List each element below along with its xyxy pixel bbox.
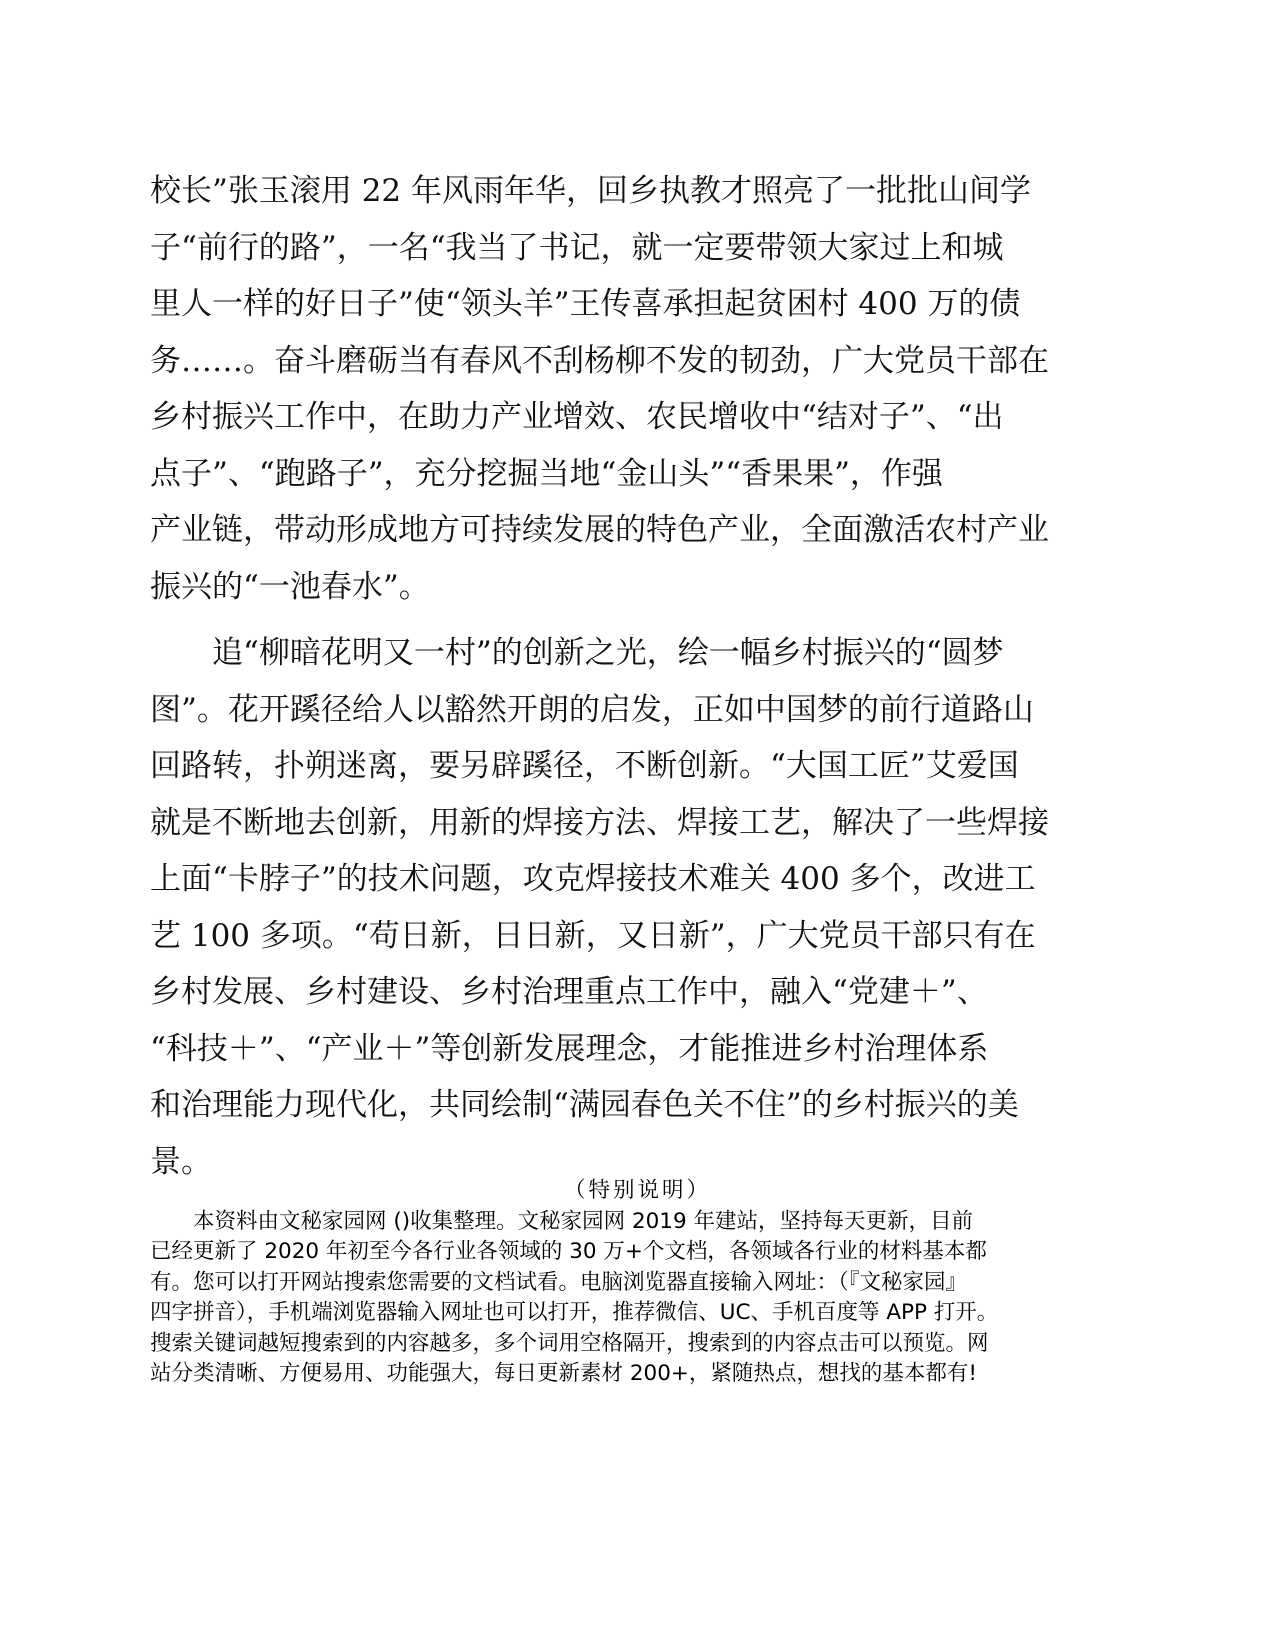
paragraph-line: 景。 [150, 1143, 212, 1180]
note-line: 已经更新了 2020 年初至今各行业各领域的 30 万+个文档，各领域各行业的材料基本都 [150, 1239, 987, 1264]
paragraph-line: 就是不断地去创新，用新的焊接方法、焊接工艺，解决了一些焊接 [150, 804, 1049, 841]
paragraph-line: 图”。花开蹊径给人以豁然开朗的启发，正如中国梦的前行道路山 [150, 691, 1034, 728]
note-line: 四字拼音），手机端浏览器输入网址也可以打开，推荐微信、UC、手机百度等 APP 打开。 [150, 1300, 999, 1325]
paragraph-line: 子“前行的路”，一名“我当了书记，就一定要带领大家过上和城 [150, 229, 1004, 266]
note-line: 本资料由文秘家园网 ()收集整理。文秘家园网 2019 年建站，坚持每天更新，目前 [150, 1208, 973, 1234]
note-line: 有。您可以打开网站搜索您需要的文档试看。电脑浏览器直接输入网址：（『文秘家园』 [150, 1269, 968, 1295]
paragraph-line: 里人一样的好日子”使“领头羊”王传喜承担起贫困村 400 万的债 [150, 286, 1021, 322]
paragraph-line: 点子”、“跑路子”，充分挖掘当地“金山头”“香果果”，作强 [150, 455, 943, 492]
paragraph-line: 和治理能力现代化，共同绘制“满园春色关不住”的乡村振兴的美 [150, 1087, 1019, 1123]
body-paragraph-2 [150, 625, 1125, 1190]
paragraph-line: 乡村振兴工作中，在助力产业增效、农民增收中“结对子”、“出 [150, 399, 1004, 435]
paragraph-line: 乡村发展、乡村建设、乡村治理重点工作中，融入“党建＋”、 [150, 974, 988, 1010]
paragraph-line: 产业链，带动形成地方可持续发展的特色产业，全面激活农村产业 [150, 512, 1049, 548]
paragraph-line: 校长”张玉滚用 22 年风雨年华，回乡执教才照亮了一批批山间学 [150, 173, 1031, 209]
paragraph-line: 追“柳暗花明又一村”的创新之光，绘一幅乡村振兴的“圆梦 [150, 635, 1004, 671]
paragraph-line: 振兴的“一池春水”。 [150, 568, 430, 605]
paragraph-line: 上面“卡脖子”的技术问题，攻克焊接技术难关 400 多个，改进工 [150, 861, 1036, 897]
special-note [150, 1176, 1125, 1390]
note-line: 站分类清晰、方便易用、功能强大，每日更新素材 200+，紧随热点，想找的基本都有! [150, 1361, 978, 1386]
paragraph-line: 务……。奋斗磨砺当有春风不刮杨柳不发的韧劲，广大党员干部在 [150, 342, 1049, 379]
note-title: （特别说明） [563, 1178, 711, 1203]
document-page [150, 0, 1125, 1650]
paragraph-line: “科技＋”、“产业＋”等创新发展理念，才能推进乡村治理体系 [150, 1030, 989, 1067]
paragraph-line: 艺 100 多项。“苟日新，日日新，又日新”，广大党员干部只有在 [150, 917, 1036, 954]
paragraph-line: 回路转，扑朔迷离，要另辟蹊径，不断创新。“大国工匠”艾爱国 [150, 748, 1019, 784]
body-paragraph-1 [150, 163, 1125, 615]
note-line: 搜索关键词越短搜索到的内容越多，多个词用空格隔开，搜索到的内容点击可以预览。网 [150, 1330, 989, 1356]
